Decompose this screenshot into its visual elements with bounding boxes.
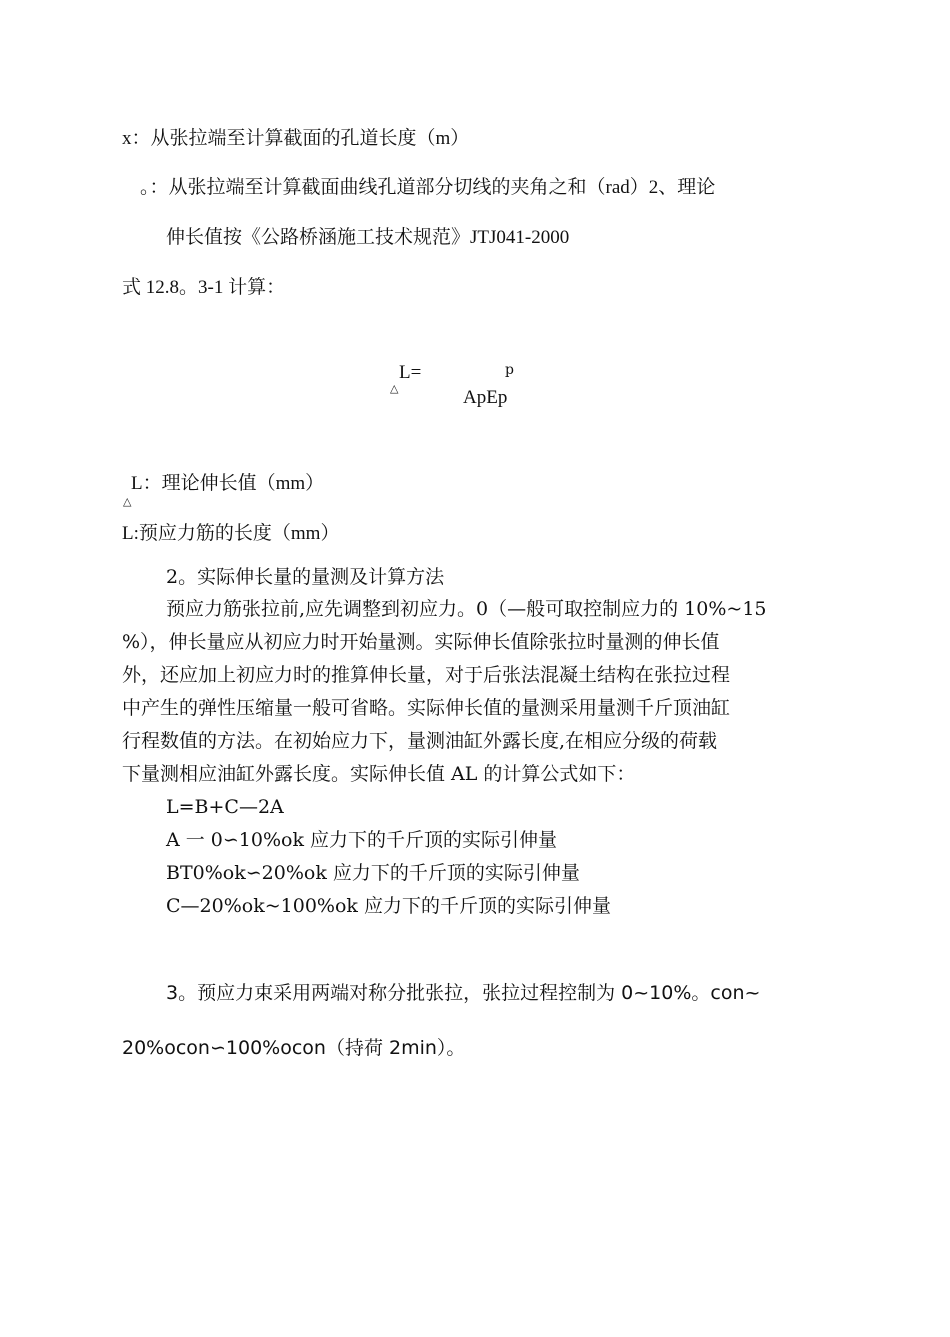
formula-denominator: ApEp [463, 387, 508, 408]
delta-symbol-2: △ [123, 495, 132, 508]
definition-delta-l: L：理论伸长值（mm） [131, 473, 325, 494]
definition-l: L:预应力筋的长度（mm） [122, 523, 340, 544]
section-3-line-2: 20%ocon∽100%ocon（持荷 2min）。 [122, 1037, 466, 1059]
definition-b: BT0%ok∽20%ok 应力下的千斤顶的实际引伸量 [166, 862, 580, 884]
definition-x: x：从张拉端至计算截面的孔道长度（m） [122, 128, 470, 149]
definition-a: A 一 0∽10%ok 应力下的千斤顶的实际引伸量 [166, 829, 558, 851]
delta-symbol: △ [390, 382, 399, 395]
formula-actual-elongation: L=B+C—2A [166, 796, 284, 818]
formula-lhs: L= [399, 362, 422, 383]
section-3-line-1: 3。预应力束采用两端对称分批张拉，张拉过程控制为 0~10%。con~ [166, 982, 761, 1004]
paragraph-line: 下量测相应油缸外露长度。实际伸长值 AL 的计算公式如下： [122, 763, 636, 785]
paragraph-line: 中产生的弹性压缩量一般可省略。实际伸长值的量测采用量测千斤顶油缸 [122, 697, 731, 719]
paragraph-line: 外，还应加上初应力时的推算伸长量，对于后张法混凝土结构在张拉过程 [122, 664, 731, 686]
paragraph-line: %），伸长量应从初应力时开始量测。实际伸长值除张拉时量测的伸长值 [122, 631, 720, 653]
formula-numerator: p [505, 362, 514, 378]
definition-theta: 。：从张拉端至计算截面曲线孔道部分切线的夹角之和（rad）2、理论 [140, 177, 716, 198]
theory-formula-line-1: 伸长值按《公路桥涵施工技术规范》JTJ041-2000 [166, 227, 570, 248]
paragraph-line: 行程数值的方法。在初始应力下，量测油缸外露长度,在相应分级的荷载 [122, 730, 718, 752]
section-2-title: 2。实际伸长量的量测及计算方法 [166, 566, 445, 588]
paragraph-line: 预应力筋张拉前,应先调整到初应力。0（—般可取控制应力的 10%~15 [166, 598, 767, 620]
definition-c: C—20%ok~100%ok 应力下的千斤顶的实际引伸量 [166, 895, 611, 917]
theory-formula-line-2: 式 12.8。3-1 计算： [122, 277, 286, 298]
